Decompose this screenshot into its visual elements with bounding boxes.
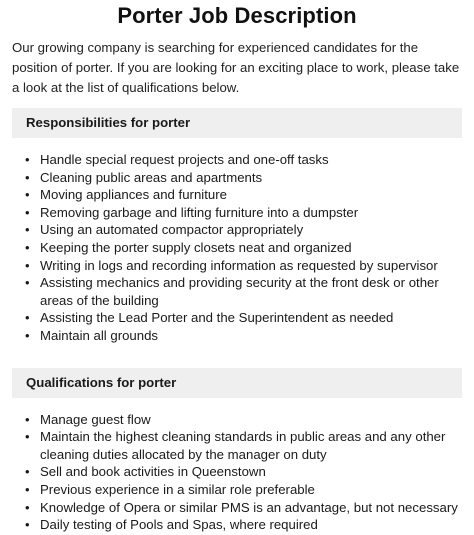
bullet-icon: • [25, 204, 30, 220]
list-item-text: Manage guest flow [40, 411, 151, 427]
list-item [25, 411, 462, 429]
list-item-text: Keeping the porter supply closets neat and organized [40, 239, 352, 255]
bullet-icon: • [25, 275, 30, 291]
page-title: Porter Job Description [117, 3, 357, 28]
list-item-text: Removing garbage and lifting furniture into a dumpster [40, 204, 359, 220]
list-item-text: Sell and book activities in Queenstown [40, 464, 266, 480]
list-item [25, 257, 462, 275]
qualifications-list [12, 411, 462, 534]
list-item-text: Moving appliances and furniture [40, 187, 227, 203]
list-item [25, 274, 462, 309]
list-item-text: Maintain the highest cleaning standards in public areas and any other cleaning duties allocated by the manager on duty [40, 429, 446, 462]
list-item [25, 463, 462, 481]
bullet-icon: • [25, 429, 30, 445]
list-item [25, 186, 462, 204]
list-item [25, 169, 462, 187]
list-item [25, 481, 462, 499]
list-item [25, 151, 462, 169]
list-item-text: Maintain all grounds [40, 327, 159, 343]
list-item-text: Daily testing of Pools and Spas, where required [40, 517, 318, 533]
list-item [25, 428, 462, 463]
bullet-icon: • [25, 222, 30, 238]
list-item [25, 327, 462, 345]
list-item-text: Using an automated compactor appropriately [40, 222, 304, 238]
bullet-icon: • [25, 411, 30, 427]
list-item-text: Knowledge of Opera or similar PMS is an advantage, but not necessary [40, 499, 458, 515]
bullet-icon: • [25, 310, 30, 326]
bullet-icon: • [25, 169, 30, 185]
list-item [25, 499, 462, 517]
bullet-icon: • [25, 257, 30, 273]
bullet-icon: • [25, 187, 30, 203]
bullet-icon: • [25, 481, 30, 497]
responsibilities-header: Responsibilities for porter [12, 108, 462, 138]
bullet-icon: • [25, 152, 30, 167]
qualifications-header: Qualifications for porter [12, 368, 462, 398]
intro-paragraph: Our growing company is searching for experienced candidates for the position of porter. If you are looking for an exciting place to work, please take a look at the list of qualifications below. [12, 40, 460, 95]
list-item [25, 204, 462, 222]
list-item-text: Assisting the Lead Porter and the Superintendent as needed [40, 310, 394, 326]
list-item [25, 221, 462, 239]
list-item-text: Cleaning public areas and apartments [40, 169, 263, 185]
list-item-text: Assisting mechanics and providing security at the front desk or other areas of the building [40, 275, 439, 308]
bullet-icon: • [25, 517, 30, 533]
bullet-icon: • [25, 327, 30, 343]
bullet-icon: • [25, 239, 30, 255]
list-item-text: Handle special request projects and one-off tasks [40, 152, 329, 167]
list-item-text: Writing in logs and recording information as requested by supervisor [40, 257, 438, 273]
responsibilities-list [12, 151, 462, 345]
list-item [25, 309, 462, 327]
list-item [25, 239, 462, 257]
list-item [25, 516, 462, 534]
list-item-text: Previous experience in a similar role preferable [40, 481, 315, 497]
bullet-icon: • [25, 464, 30, 480]
bullet-icon: • [25, 499, 30, 515]
section-spacer [12, 345, 462, 358]
